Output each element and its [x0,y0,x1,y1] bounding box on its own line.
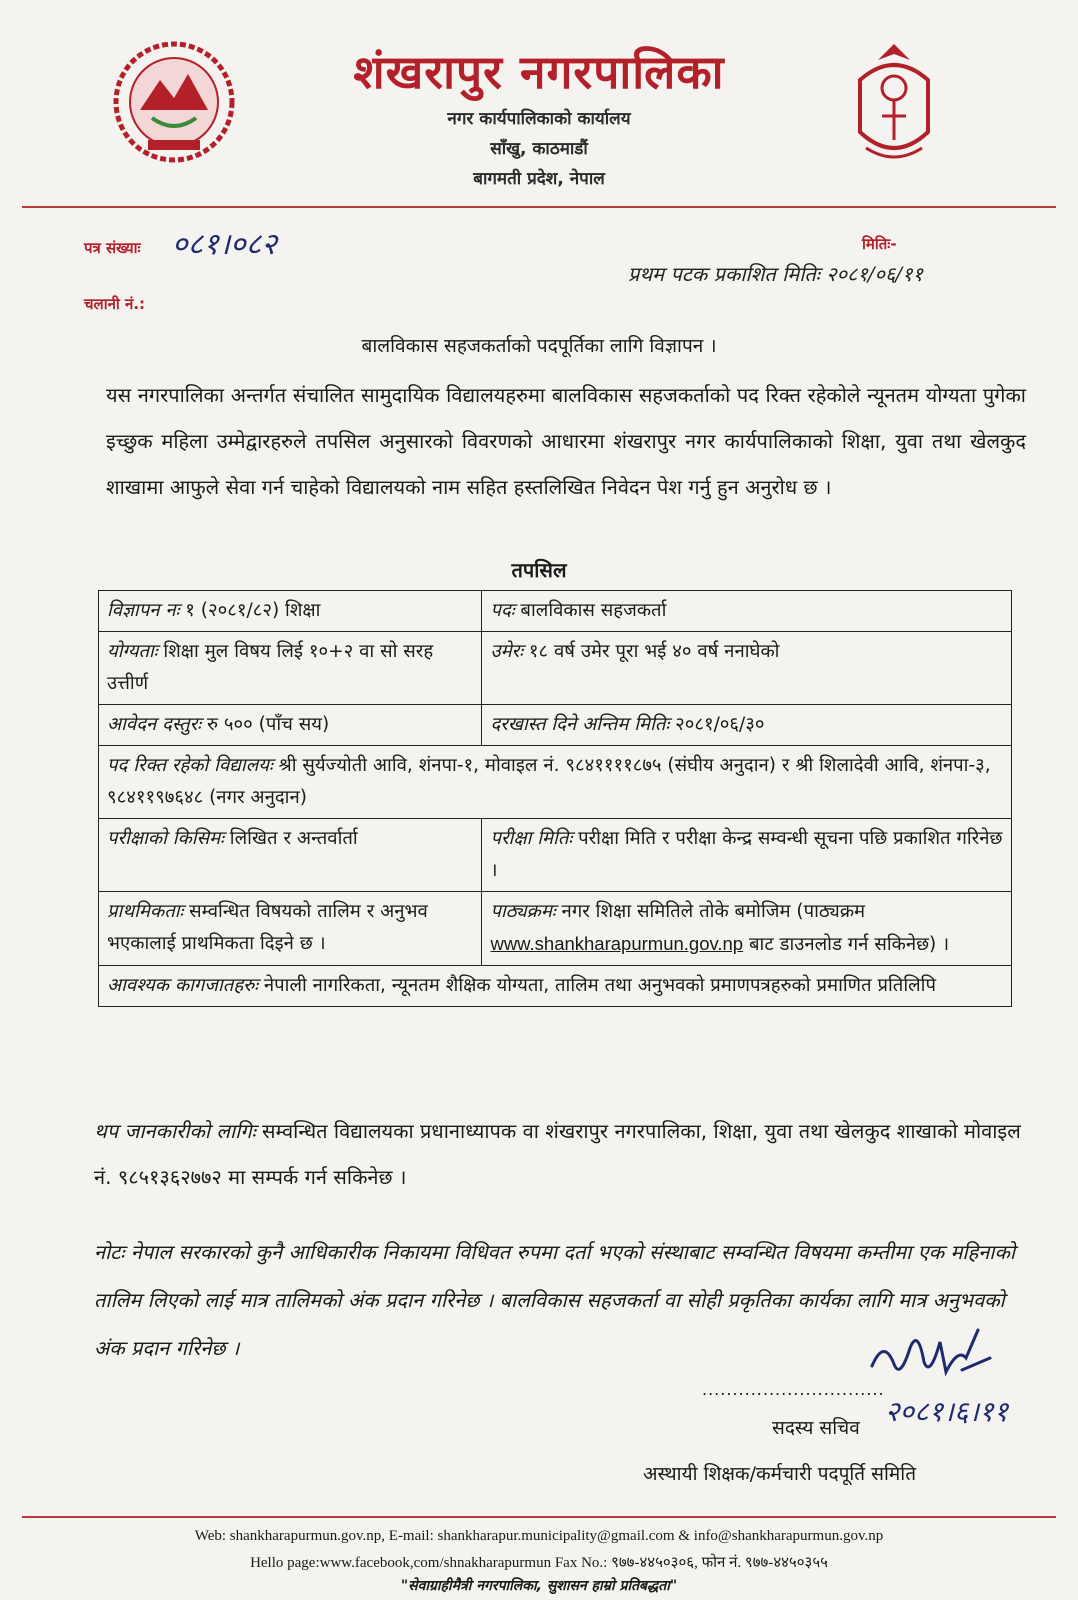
qualification-cell [99,632,482,705]
syllabus-cell [482,892,1012,966]
post-cell [482,591,1012,632]
documents-label: आवश्यक कागजातहरुः [107,975,258,996]
age-value: १८ वर्ष उमेर पूरा भई ४० वर्ष ननाघेको [528,641,780,662]
qualification-label: योग्यताः [107,641,158,662]
table-row [99,632,1012,705]
table-row [99,705,1012,746]
header-divider [22,206,1056,208]
note-paragraph: नोटः नेपाल सरकारको कुनै आधिकारीक निकायमा विधिवत रुपमा दर्ता भएको संस्थाबाट सम्वन्धित विषयमा कम्तीमा एक महिनाको तालिम लिएको लाई मात्र तालिमको अंक प्रदान गरिनेछ । बालविकास सहजकर्ता वा सोही प्रकृतिका कार्यका लागि मात्र अनुभवको अंक प्रदान गरिनेछ । [94,1240,1016,1360]
committee-name: अस्थायी शिक्षक/कर्मचारी पदपूर्ति समिति [643,1463,917,1485]
school-label: पद रिक्त रहेको विद्यालयः [107,755,273,776]
exam-type-cell [99,819,482,892]
documents-cell [99,966,1012,1007]
intro-paragraph: यस नगरपालिका अन्तर्गत संचालित सामुदायिक विद्यालयहरुमा बालविकास सहजकर्ताको पद रिक्त रहेकोले न्यूनतम योग्यता पुगेका इच्छुक महिला उम्मेद्वारहरुले तपसिल अनुसारको विवरणको आधारमा शंखरापुर नगर कार्यपालिकाको शिक्षा, युवा तथा खेलकुद शाखामा आफुले सेवा गर्न चाहेको विद्यालयको नाम सहित हस्तलिखित निवेदन पेश गर्नु हुन अनुरोध छ । [106,383,1026,499]
post-value: बालविकास सहजकर्ता [520,600,667,621]
priority-label: प्राथमिकताः [107,901,184,922]
fee-label: आवेदन दस्तुरः [107,714,202,735]
further-info [94,1108,1028,1200]
table-row [99,591,1012,632]
table-row [99,966,1012,1007]
chalani-label: चलानी नं.: [84,295,146,313]
fee-value: रु ५०० (पाँच सय) [206,714,330,735]
age-cell [482,632,1012,705]
school-cell [99,746,1012,819]
priority-value: सम्वन्धित विषयको तालिम र अनुभव भएकालाई प्राथमिकता दिइने छ । [107,901,428,954]
exam-date-label: परीक्षा मितिः [490,828,573,849]
publish-date: प्रथम पटक प्रकाशित मितिः २०८१/०६/११ [628,262,923,286]
qualification-value: शिक्षा मुल विषय लिई १०+२ वा सो सरह उत्तीर्ण [107,641,434,694]
member-secretary: सदस्य सचिव [772,1417,860,1439]
further-info-label: थप जानकारीको लागिः [94,1119,256,1143]
details-heading: तपसिल [511,558,567,582]
signature-icon [866,1318,996,1390]
school-value: श्री सुर्यज्योती आवि, शंनपा-१, मोवाइल नं. ९८४११११८७५ (संघीय अनुदान) र श्री शिलादेवी आवि, शंनपा-३, ९८४११९७६४८ (नगर अनुदान) [107,755,991,808]
exam-date-value: परीक्षा मिति र परीक्षा केन्द्र सम्वन्धी सूचना पछि प्रकाशित गरिनेछ । [490,828,1003,881]
ref-number: ०८१।०८२ [172,227,277,262]
ad-number-label: विज्ञापन नः [107,600,180,621]
ad-number-cell [99,591,482,632]
table-row [99,892,1012,966]
table-row [99,746,1012,819]
deadline-value: २०८१/०६/३० [675,714,765,735]
post-label: पदः [490,600,515,621]
table-row [99,819,1012,892]
footer-slogan: "सेवाग्राहीमैत्री नगरपालिका, सुशासन हाम्रो प्रतिबद्धता" [400,1578,678,1594]
syllabus-value-tail: बाट डाउनलोड गर्न सकिनेछ) । [748,934,950,955]
syllabus-value: नगर शिक्षा समितिले तोके बमोजिम (पाठ्यक्रम [561,901,866,922]
syllabus-label: पाठ्यक्रमः [490,901,556,922]
ref-label: पत्र संख्याः [84,239,141,257]
office-name: नगर कार्यपालिकाको कार्यालय [447,109,631,129]
exam-type-value: लिखित र अन्तर्वार्ता [229,828,358,849]
advertisement-title: बालविकास सहजकर्ताको पदपूर्तिका लागि विज्ञापन । [361,335,717,357]
municipality-logo-icon [848,40,940,170]
footer-web-email: Web: shankharapurmun.gov.np, E-mail: shankharapur.municipality@gmail.com & info@shankharapurmun.gov.np [194,1528,884,1544]
footer-contact: Hello page:www.facebook,com/shnakharapurmun Fax No.: ९७७-४४५०३०६, फोन नं. ९७७-४४५०३५५ [250,1555,828,1571]
office-address: साँखु, काठमाडौं [490,139,588,159]
signature-date: २०८१।६।११ [885,1395,1009,1428]
syllabus-link[interactable]: www.shankharapurmun.gov.np [490,933,744,954]
documents-value: नेपाली नागरिकता, न्यूनतम शैक्षिक योग्यता, तालिम तथा अनुभवको प्रमाणपत्रहरुको प्रमाणित प्रतिलिपि [263,975,936,996]
deadline-label: दरखास्त दिने अन्तिम मितिः [490,714,670,735]
footer-divider [22,1516,1056,1518]
ad-number-value: १ (२०८१/८२) शिक्षा [185,600,321,621]
details-table [98,590,1012,1007]
deadline-cell [482,705,1012,746]
exam-type-label: परीक्षाको किसिमः [107,828,224,849]
date-label: मितिः- [862,235,897,253]
priority-cell [99,892,482,966]
signature-line: .............................. [702,1380,885,1399]
fee-cell [99,705,482,746]
exam-date-cell [482,819,1012,892]
age-label: उमेरः [490,641,523,662]
further-info-text: सम्वन्धित विद्यालयका प्रधानाध्यापक वा शंखरापुर नगरपालिका, शिक्षा, युवा तथा खेलकुद शाखाको मोवाइल नं. ९८५१३६२७७२ मा सम्पर्क गर्न सकिनेछ । [94,1119,1021,1189]
org-name: शंखरापुर नगरपालिका [353,45,725,99]
office-province: बागमती प्रदेश, नेपाल [473,169,605,189]
